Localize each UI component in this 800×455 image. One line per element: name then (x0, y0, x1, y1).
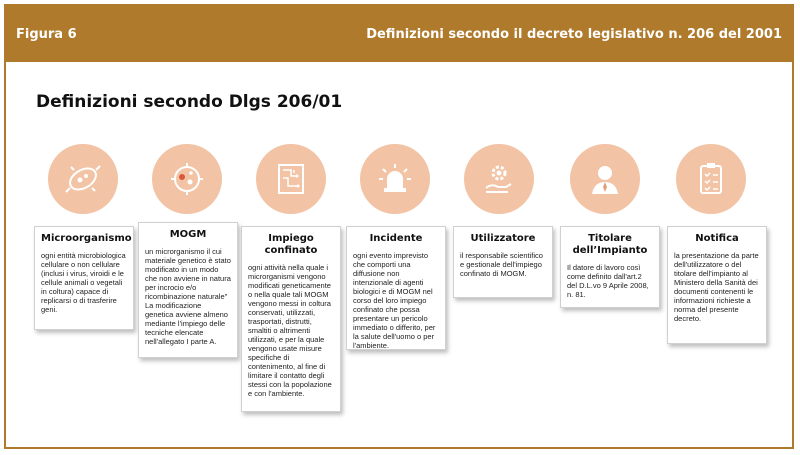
card-title: MOGM (169, 229, 207, 240)
card-microorganismo (34, 226, 134, 330)
card-title: Utilizzatore (470, 233, 536, 244)
card-text: ogni evento imprevisto che comporti una diffusione non intenzionale di agenti biologici e di MOGM nel corso del loro impiego confinato che possa presentare un pericolo immediato o differito, per la salute dell'uomo o per l'ambiente. (353, 251, 436, 350)
card-text: il responsabile scientifico e gestionale dell'impiego confinato di MOGM. (460, 251, 543, 278)
gear-hand-icon (478, 158, 520, 200)
card-title: Incidente (369, 233, 423, 244)
gear-hand-circle (464, 144, 534, 214)
card-titolare (560, 226, 660, 308)
card-text: Il datore di lavoro così come definito dall'art.2 del D.L.vo 9 Aprile 2008, n. 81. (567, 263, 649, 299)
card-title: Notifica (695, 233, 739, 244)
clipboard-circle (676, 144, 746, 214)
manager-circle (570, 144, 640, 214)
card-text: la presentazione da parte dell'utilizzatore o del titolare dell'impianto al Ministero della Sanità dei documenti contenenti le informazioni richieste a norma del presente decreto. (674, 251, 759, 323)
figure-title: Definizioni secondo il decreto legislativo n. 206 del 2001 (366, 26, 782, 42)
microorganism-circle (48, 144, 118, 214)
figure-header (6, 6, 792, 62)
card-incidente (346, 226, 446, 350)
card-title: Titolare dell’Impianto (572, 233, 648, 256)
mogm-cells-icon (166, 158, 208, 200)
card-title: Microorganismo (41, 233, 132, 244)
alarm-circle (360, 144, 430, 214)
manager-icon (584, 158, 626, 200)
card-text: ogni attività nella quale i microrganismi vengono modificati geneticamente o nella quale tali MOGM vengono messi in coltura conservati, utilizzati, trasportati, distrutti, smaltiti o altrimenti utilizzati, e per la quale vengono usate misure specifiche di contenimento, al fine di limitare il contatto degli stessi con la popolazione e con l'ambiente. (248, 263, 332, 398)
clipboard-icon (690, 158, 732, 200)
alarm-light-icon (374, 158, 416, 200)
card-mogm (138, 222, 238, 358)
card-impiego-confinato (241, 226, 341, 412)
figure-label: Figura 6 (16, 26, 77, 42)
circuit-board-icon (270, 158, 312, 200)
card-text: un microrganismo il cui materiale genetico è stato modificato in un modo che non avviene in natura per incrocio e/o ricombinazione naturale" La modificazione genetica avviene almeno mediante l'impiego delle tecniche elencate nell'allegato I parte A. (145, 247, 231, 346)
page-title: Definizioni secondo Dlgs 206/01 (36, 92, 343, 112)
card-notifica (667, 226, 767, 344)
card-text: ogni entità microbiologica cellulare o non cellulare (inclusi i virus, viroidi e le cellule animali o vegetali in coltura) capace di replicarsi o di trasferire geni. (41, 251, 126, 314)
microorganism-icon (62, 158, 104, 200)
mogm-circle (152, 144, 222, 214)
circuit-circle (256, 144, 326, 214)
card-title: Impiego confinato (264, 233, 318, 256)
card-utilizzatore (453, 226, 553, 298)
